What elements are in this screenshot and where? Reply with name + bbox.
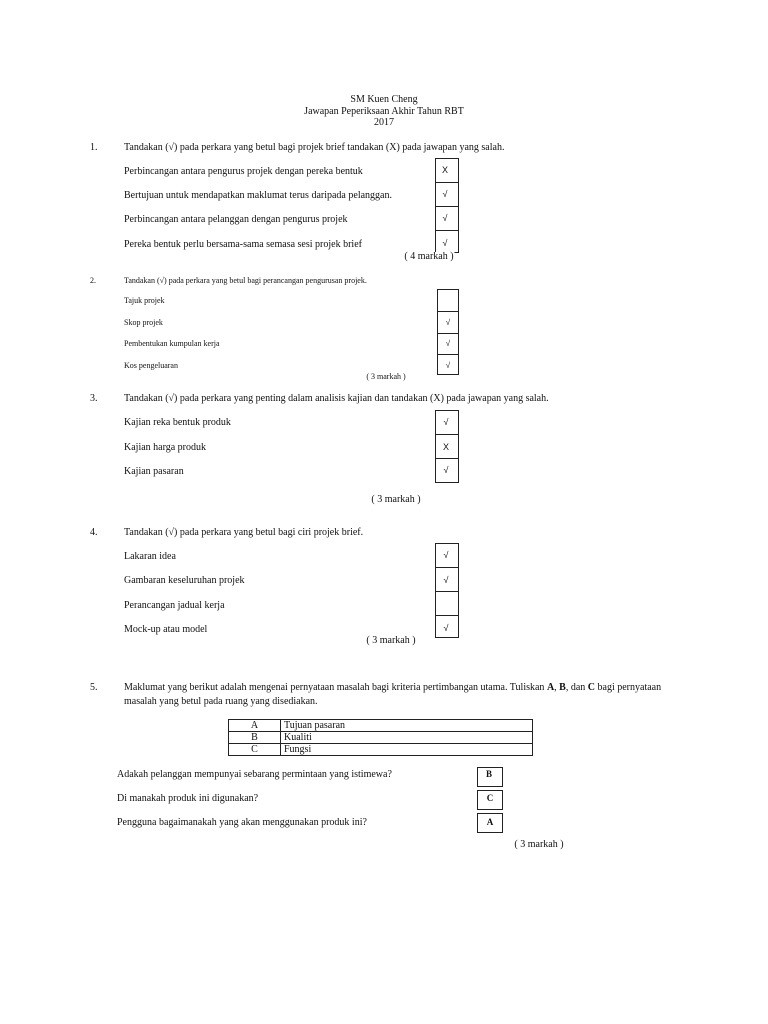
option-key: B xyxy=(229,732,281,744)
q1-marks: ( 4 markah ) xyxy=(404,251,454,262)
q2-divider xyxy=(437,333,459,334)
q2-number: 2. xyxy=(90,276,96,285)
q2-marks: ( 3 markah ) xyxy=(366,372,406,381)
q4-number: 4. xyxy=(90,527,98,538)
q2-divider xyxy=(437,311,459,312)
document-year: 2017 xyxy=(374,117,394,128)
q2-instruction: Tandakan (√) pada perkara yang betul bagi perancangan pengurusan projek. xyxy=(124,276,367,285)
q2-item-1: Tajuk projek xyxy=(124,296,165,305)
q4-item-2: Gambaran keseluruhan projek xyxy=(124,575,245,586)
q2-answer-4: √ xyxy=(445,361,451,370)
q3-item-3: Kajian pasaran xyxy=(124,466,184,477)
q3-item-2: Kajian harga produk xyxy=(124,442,207,453)
q4-instruction: Tandakan (√) pada perkara yang betul bagi ciri projek brief. xyxy=(124,527,364,538)
table-row xyxy=(229,732,533,744)
q4-answer-1: √ xyxy=(443,550,449,560)
table-row xyxy=(229,744,533,756)
q5-number: 5. xyxy=(90,682,98,693)
q5-answer-1: B xyxy=(485,769,493,779)
q5-item-1: Adakah pelanggan mempunyai sebarang permintaan yang istimewa? xyxy=(117,769,392,780)
q2-item-4: Kos pengeluaran xyxy=(124,361,178,370)
q1-answer-4: √ xyxy=(442,238,448,248)
q3-instruction: Tandakan (√) pada perkara yang penting dalam analisis kajian dan tandakan (X) pada jawapan yang salah. xyxy=(124,393,549,404)
q3-marks: ( 3 markah ) xyxy=(371,494,421,505)
option-label: Fungsi xyxy=(281,744,533,756)
q1-divider xyxy=(435,206,459,207)
q1-answer-3: √ xyxy=(442,213,448,223)
q5-answer-2: C xyxy=(486,793,494,803)
option-key: A xyxy=(229,720,281,732)
q3-answer-3: √ xyxy=(443,465,449,475)
q5-instruction-text: bagi pernyataan xyxy=(595,682,662,693)
q2-item-3: Pembentukan kumpulan kerja xyxy=(124,339,220,348)
q4-marks: ( 3 markah ) xyxy=(366,635,416,646)
q3-divider xyxy=(435,458,459,459)
q3-answer-2: X xyxy=(442,442,450,452)
q1-divider xyxy=(435,182,459,183)
q5-item-2: Di manakah produk ini digunakan? xyxy=(117,793,259,804)
q1-divider xyxy=(435,230,459,231)
q5-marks: ( 3 markah ) xyxy=(514,839,564,850)
q5-key-a: A xyxy=(546,682,555,693)
q2-item-2: Skop projek xyxy=(124,318,163,327)
q2-answer-3: √ xyxy=(445,339,451,348)
q1-number: 1. xyxy=(90,142,98,153)
q5-separator: , dan xyxy=(565,682,588,693)
q4-item-3: Perancangan jadual kerja xyxy=(124,600,225,611)
q1-item-1: Perbincangan antara pengurus projek dengan pereka bentuk xyxy=(124,166,363,177)
q1-answer-2: √ xyxy=(442,189,448,199)
q1-answer-1: X xyxy=(441,165,449,175)
q1-instruction: Tandakan (√) pada perkara yang betul bagi projek brief tandakan (X) pada jawapan yang salah. xyxy=(124,142,505,153)
q1-item-4: Pereka bentuk perlu bersama-sama semasa sesi projek brief xyxy=(124,239,362,250)
q4-answer-2: √ xyxy=(443,575,449,585)
document-title: Jawapan Peperiksaan Akhir Tahun RBT xyxy=(304,106,464,117)
q2-answer-2: √ xyxy=(445,318,451,327)
q4-answer-4: √ xyxy=(443,623,449,633)
q3-divider xyxy=(435,434,459,435)
q3-answer-1: √ xyxy=(443,417,449,427)
q1-item-2: Bertujuan untuk mendapatkan maklumat terus daripada pelanggan. xyxy=(124,190,392,201)
q5-instruction-line-1 xyxy=(124,683,661,693)
q4-divider xyxy=(435,615,459,616)
option-label: Tujuan pasaran xyxy=(281,720,533,732)
q4-item-1: Lakaran idea xyxy=(124,551,176,562)
q5-options-table xyxy=(228,719,533,756)
q3-number: 3. xyxy=(90,393,98,404)
q5-instruction-text: Maklumat yang berikut adalah mengenai pernyataan masalah bagi kriteria pertimbangan utama. Tuliskan xyxy=(124,682,547,693)
q2-divider xyxy=(437,354,459,355)
q4-divider xyxy=(435,567,459,568)
table-row xyxy=(229,720,533,732)
q4-item-4: Mock-up atau model xyxy=(124,624,208,635)
q4-divider xyxy=(435,591,459,592)
option-key: C xyxy=(229,744,281,756)
q5-key-c: C xyxy=(587,682,596,693)
school-name: SM Kuen Cheng xyxy=(350,94,418,105)
q5-answer-3: A xyxy=(486,817,494,827)
q3-item-1: Kajian reka bentuk produk xyxy=(124,417,231,428)
q5-separator: , xyxy=(554,682,560,693)
q5-instruction-line-2: masalah yang betul pada ruang yang disediakan. xyxy=(124,696,318,707)
q5-key-b: B xyxy=(559,682,566,693)
option-label: Kualiti xyxy=(281,732,533,744)
q1-item-3: Perbincangan antara pelanggan dengan pengurus projek xyxy=(124,214,348,225)
q5-item-3: Pengguna bagaimanakah yang akan menggunakan produk ini? xyxy=(117,817,367,828)
